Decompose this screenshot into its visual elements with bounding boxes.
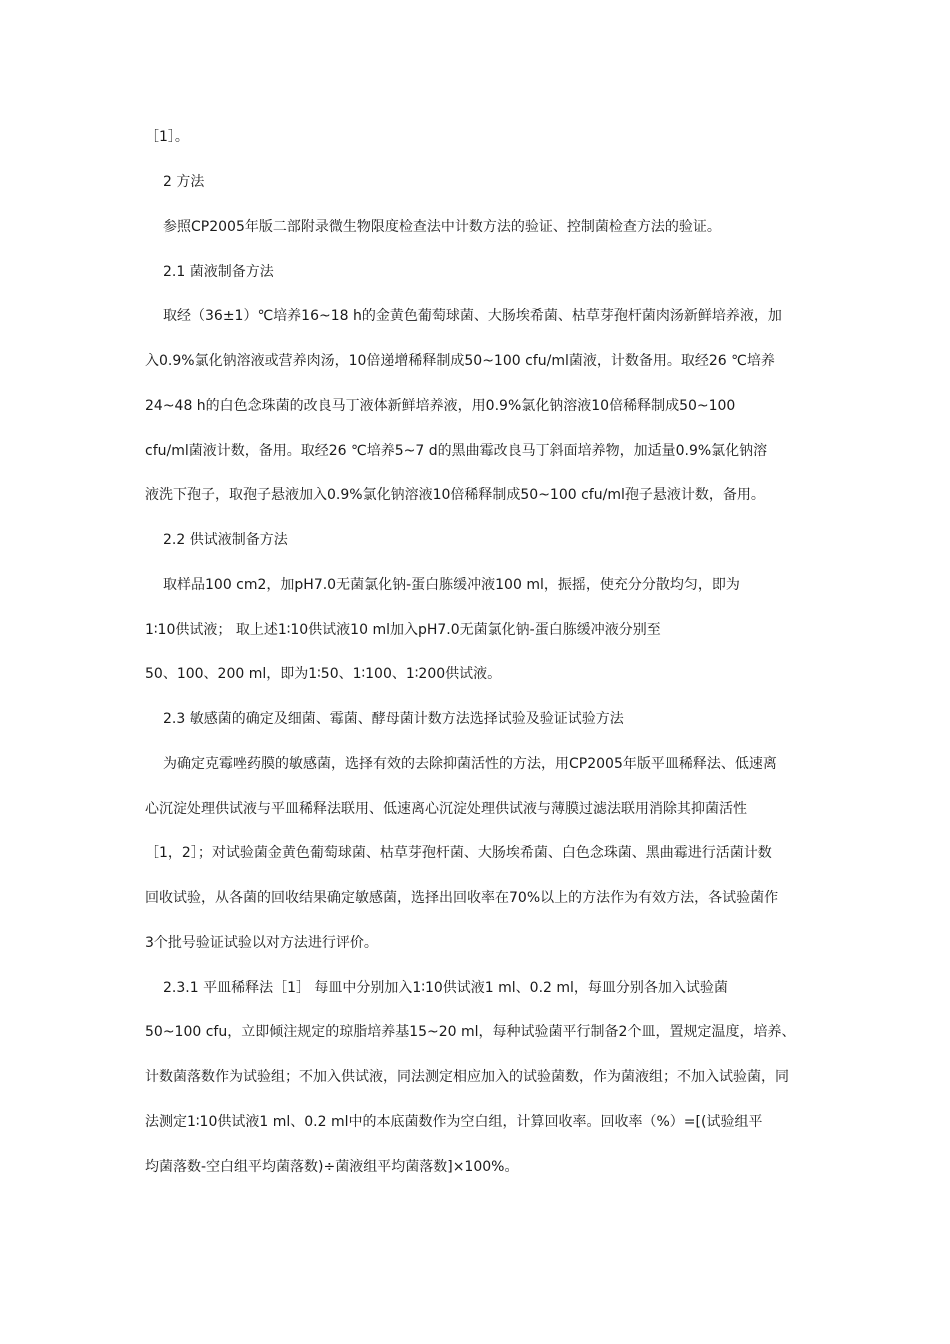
- text-line: 入0.9%氯化钠溶液或营养肉汤，10倍递增稀释制成50~100 cfu/ml菌液，计数备用。取经26 ℃培养: [145, 353, 775, 369]
- section-heading: 2.2 供试液制备方法: [163, 532, 288, 548]
- section-heading: 2.3.1 平皿稀释法［1］ 每皿中分别加入1∶10供试液1 ml、0.2 ml，每皿分别各加入试验菌: [163, 980, 728, 996]
- text-line: 均菌落数-空白组平均菌落数)÷菌液组平均菌落数]×100%。: [145, 1159, 519, 1175]
- section-heading: 2.3 敏感菌的确定及细菌、霉菌、酵母菌计数方法选择试验及验证试验方法: [163, 711, 624, 727]
- text-line: 取样品100 cm2，加pH7.0无菌氯化钠-蛋白胨缓冲液100 ml，振摇，使充分分散均匀，即为: [163, 577, 740, 593]
- text-line: 取经（36±1）℃培养16~18 h的金黄色葡萄球菌、大肠埃希菌、枯草芽孢杆菌肉汤新鲜培养液，加: [163, 308, 782, 324]
- text-line: 50~100 cfu，立即倾注规定的琼脂培养基15~20 ml，每种试验菌平行制备2个皿，置规定温度，培养、: [145, 1024, 796, 1040]
- text-line: 为确定克霉唑药膜的敏感菌，选择有效的去除抑菌活性的方法，用CP2005年版平皿稀释法、低速离: [163, 756, 777, 772]
- text-line: 24~48 h的白色念珠菌的改良马丁液体新鲜培养液，用0.9%氯化钠溶液10倍稀释制成50~100: [145, 398, 736, 414]
- section-heading: 2 方法: [163, 174, 205, 190]
- text-line: ［1，2］；对试验菌金黄色葡萄球菌、枯草芽孢杆菌、大肠埃希菌、白色念珠菌、黑曲霉进行活菌计数: [145, 845, 772, 861]
- text-line: 液洗下孢子，取孢子悬液加入0.9%氯化钠溶液10倍稀释制成50~100 cfu/ml孢子悬液计数，备用。: [145, 487, 765, 503]
- text-line: 参照CP2005年版二部附录微生物限度检查法中计数方法的验证、控制菌检查方法的验证。: [163, 219, 721, 235]
- text-line: cfu/ml菌液计数，备用。取经26 ℃培养5~7 d的黑曲霉改良马丁斜面培养物，加适量0.9%氯化钠溶: [145, 443, 768, 459]
- text-line: 3个批号验证试验以对方法进行评价。: [145, 935, 378, 951]
- text-line: ［1］。: [145, 129, 189, 145]
- text-line: 回收试验，从各菌的回收结果确定敏感菌，选择出回收率在70%以上的方法作为有效方法，各试验菌作: [145, 890, 779, 906]
- text-line: 计数菌落数作为试验组；不加入供试液，同法测定相应加入的试验菌数，作为菌液组；不加入试验菌，同: [145, 1069, 789, 1085]
- text-line: 1∶10供试液； 取上述1∶10供试液10 ml加入pH7.0无菌氯化钠-蛋白胨缓冲液分别至: [145, 622, 661, 638]
- text-line: 法测定1∶10供试液1 ml、0.2 ml中的本底菌数作为空白组，计算回收率。回收率（%）=[(试验组平: [145, 1114, 763, 1130]
- text-line: 心沉淀处理供试液与平皿稀释法联用、低速离心沉淀处理供试液与薄膜过滤法联用消除其抑菌活性: [145, 801, 747, 817]
- section-heading: 2.1 菌液制备方法: [163, 264, 274, 280]
- text-line: 50、100、200 ml，即为1∶50、1∶100、1∶200供试液。: [145, 666, 502, 682]
